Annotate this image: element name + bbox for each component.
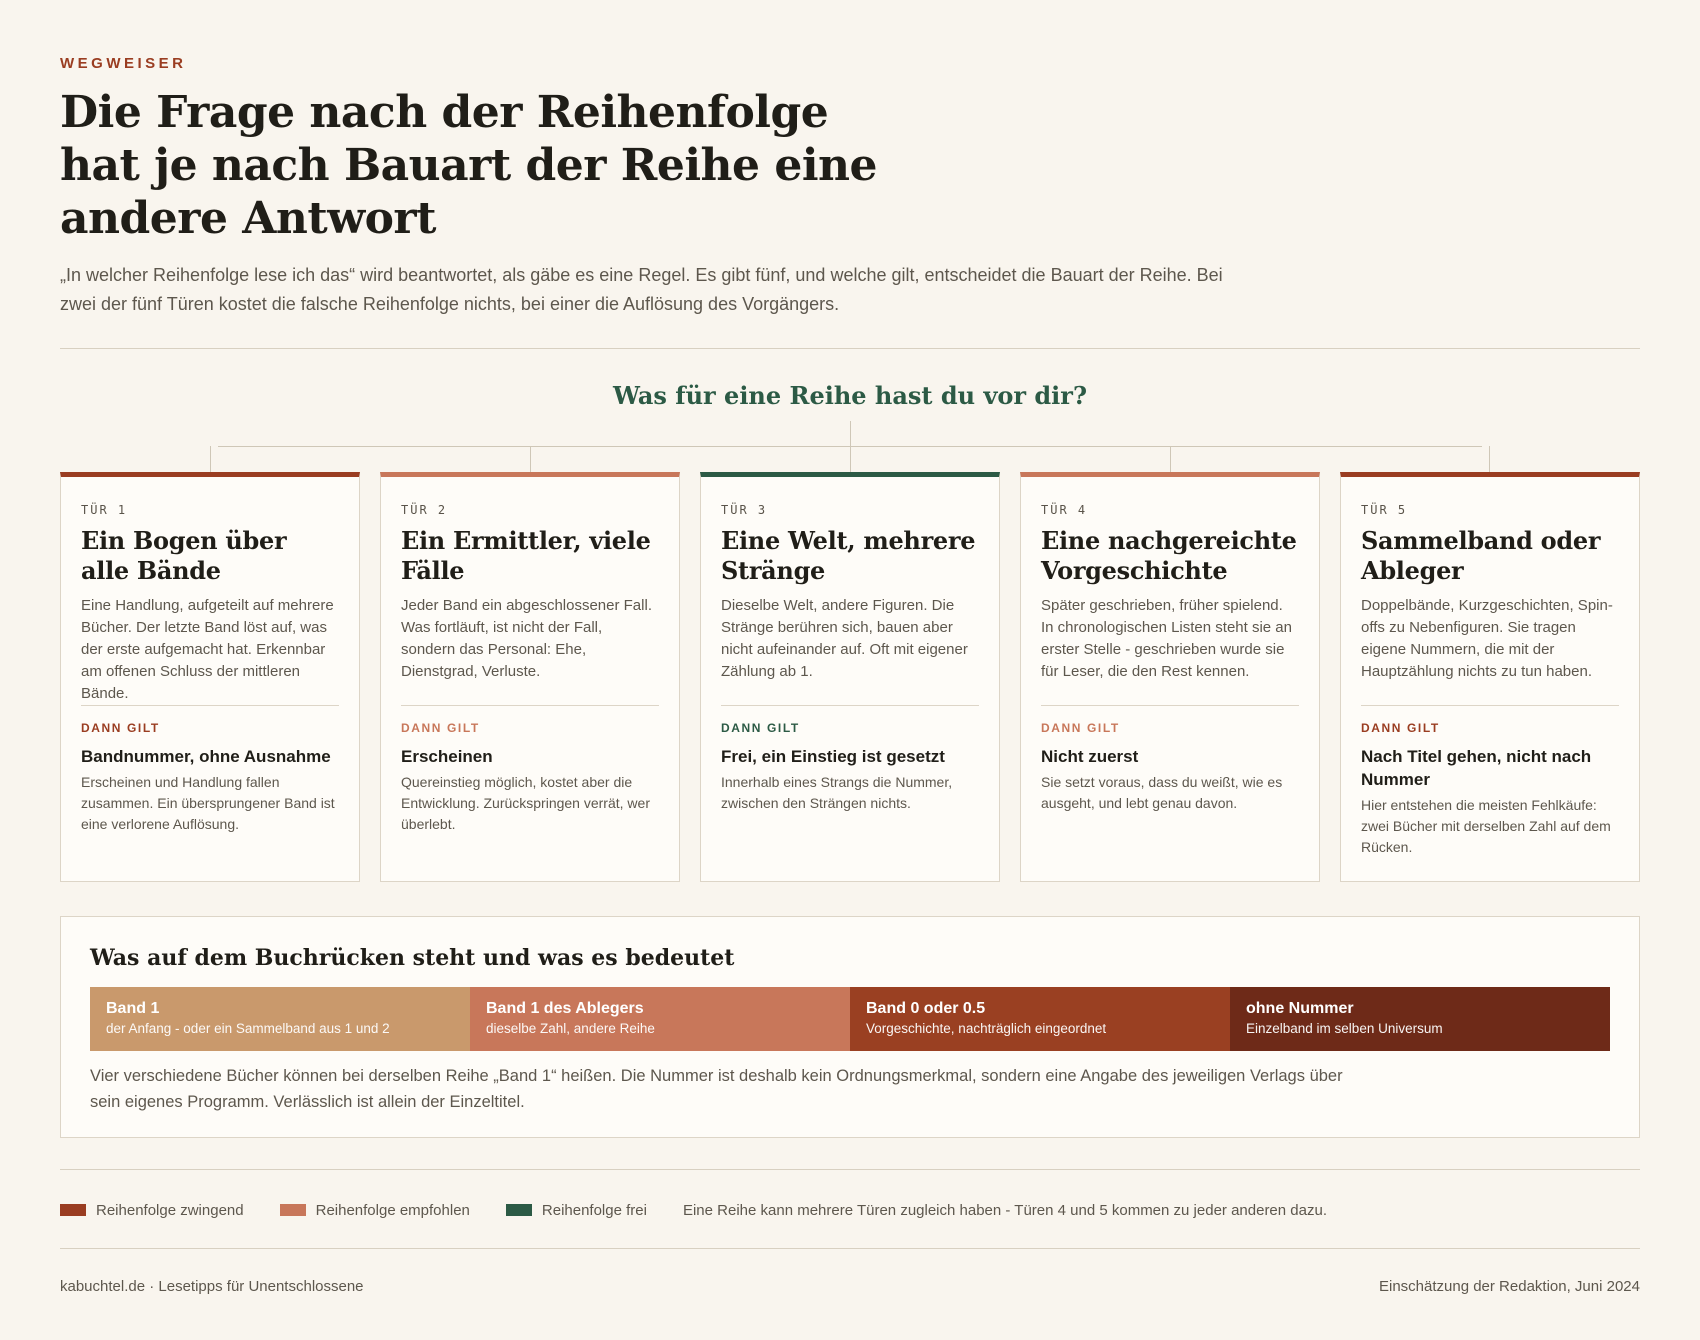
spine-panel xyxy=(60,916,1640,1138)
spine-note: Vier verschiedene Bücher können bei derselben Reihe „Band 1“ heißen. Die Nummer ist deshalb kein Ordnungsmerkmal, sondern eine Angabe des jeweiligen Verlags über sein eigenes Programm. Verlässlich ist allein der Einzeltitel. xyxy=(90,1067,1343,1111)
divider xyxy=(60,348,1640,349)
card-title: Eine nachgereichte Vorgeschichte xyxy=(1041,526,1297,585)
rule-label: DANN GILT xyxy=(1361,721,1440,735)
legend-item-empfohlen xyxy=(280,1202,470,1219)
legend-swatch xyxy=(280,1204,306,1216)
rule-note: Hier entstehen die meisten Fehlkäufe: zwei Bücher mit derselben Zahl auf dem Rücken. xyxy=(1361,797,1611,855)
card-number: TÜR 2 xyxy=(401,503,448,517)
card-divider xyxy=(1361,705,1619,706)
rule-title: Nicht zuerst xyxy=(1041,747,1139,766)
card-title: Ein Ermittler, viele Fälle xyxy=(401,526,651,585)
card-description: Eine Handlung, aufgeteilt auf mehrere Bücher. Der letzte Band löst auf, was der erste aufgemacht hat. Erkennbar am offenen Schluss der mittleren Bände. xyxy=(81,597,334,702)
rule-note: Erscheinen und Handlung fallen zusammen. Ein übersprungener Band ist eine verlorene Auflösung. xyxy=(81,774,335,832)
footer-credit: Einschätzung der Redaktion, Juni 2024 xyxy=(1378,1278,1640,1295)
legend xyxy=(60,1198,1327,1222)
segment-description: Vorgeschichte, nachträglich eingeordnet xyxy=(866,1021,1107,1036)
door-card-4 xyxy=(1020,472,1320,882)
rule-note: Sie setzt voraus, dass du weißt, wie es ausgeht, und lebt genau davon. xyxy=(1041,774,1283,811)
door-card-5 xyxy=(1340,472,1640,882)
segment-description: dieselbe Zahl, andere Reihe xyxy=(486,1021,655,1036)
rule-label: DANN GILT xyxy=(721,721,800,735)
segment-label: ohne Nummer xyxy=(1246,1000,1354,1017)
spine-segment-ableger xyxy=(470,987,850,1051)
footer-source: kabuchtel.de · Lesetipps für Unentschlossene xyxy=(60,1278,364,1295)
card-description: Dieselbe Welt, andere Figuren. Die Stränge berühren sich, bauen aber nicht aufeinander auf. Oft mit eigener Zählung ab 1. xyxy=(721,597,968,680)
card-number: TÜR 3 xyxy=(721,503,768,517)
rule-label: DANN GILT xyxy=(401,721,480,735)
legend-label: Reihenfolge zwingend xyxy=(96,1201,244,1219)
segment-label: Band 0 oder 0.5 xyxy=(866,1000,986,1017)
divider xyxy=(60,1248,1640,1249)
door-card-3 xyxy=(700,472,1000,882)
legend-note: Eine Reihe kann mehrere Türen zugleich haben - Türen 4 und 5 kommen zu jeder anderen dazu. xyxy=(682,1201,1327,1219)
card-description: Jeder Band ein abgeschlossener Fall. Was fortläuft, ist nicht der Fall, sondern das Personal: Ehe, Dienstgrad, Verluste. xyxy=(401,597,652,680)
legend-label: Reihenfolge empfohlen xyxy=(315,1201,470,1219)
legend-swatch xyxy=(60,1204,86,1216)
eyebrow: WEGWEISER xyxy=(60,55,187,72)
divider xyxy=(60,1169,1640,1170)
card-number: TÜR 5 xyxy=(1361,503,1408,517)
segment-description: Einzelband im selben Universum xyxy=(1246,1021,1443,1036)
spine-segment-ohne-nummer xyxy=(1230,987,1610,1051)
connector-drop-1 xyxy=(210,446,211,472)
card-number: TÜR 4 xyxy=(1041,503,1088,517)
diagram-question: Was für eine Reihe hast du vor dir? xyxy=(612,381,1088,410)
spine-bar xyxy=(90,987,1610,1051)
card-number: TÜR 1 xyxy=(81,503,128,517)
legend-swatch xyxy=(506,1204,532,1216)
rule-title: Erscheinen xyxy=(401,747,493,766)
connector-drop-5 xyxy=(1489,446,1490,472)
rule-title: Frei, ein Einstieg ist gesetzt xyxy=(721,747,945,766)
rule-note: Quereinstieg möglich, kostet aber die Entwicklung. Zurückspringen verrät, wer überlebt. xyxy=(401,774,650,832)
card-description: Doppelbände, Kurzgeschichten, Spin-offs zu Nebenfiguren. Sie tragen eigene Nummern, die mit der Hauptzählung nichts zu tun haben. xyxy=(1361,597,1613,680)
connector-drop-3 xyxy=(850,446,851,472)
rule-title: Nach Titel gehen, nicht nach Nummer xyxy=(1361,747,1592,789)
segment-description: der Anfang - oder ein Sammelband aus 1 und 2 xyxy=(106,1021,390,1036)
door-card-2 xyxy=(380,472,680,882)
card-divider xyxy=(401,705,659,706)
card-divider xyxy=(81,705,339,706)
rule-note: Innerhalb eines Strangs die Nummer, zwischen den Strängen nichts. xyxy=(721,774,953,811)
door-card-1 xyxy=(60,472,360,882)
legend-item-zwingend xyxy=(60,1202,244,1219)
card-title: Eine Welt, mehrere Stränge xyxy=(721,526,976,585)
card-title: Ein Bogen über alle Bände xyxy=(81,526,287,585)
segment-label: Band 1 des Ablegers xyxy=(486,1000,644,1017)
connector-trunk xyxy=(850,421,851,446)
rule-label: DANN GILT xyxy=(1041,721,1120,735)
connector-drop-2 xyxy=(530,446,531,472)
card-divider xyxy=(1041,705,1299,706)
rule-label: DANN GILT xyxy=(81,721,160,735)
spine-title: Was auf dem Buchrücken steht und was es bedeutet xyxy=(90,945,735,971)
page-title: Die Frage nach der Reihenfolge hat je nach Bauart der Reihe eine andere Antwort xyxy=(60,87,878,244)
rule-title: Bandnummer, ohne Ausnahme xyxy=(81,747,331,766)
lead-text: „In welcher Reihenfolge lese ich das“ wird beantwortet, als gäbe es eine Regel. Es gibt fünf, und welche gilt, entscheidet die Bauart der Reihe. Bei zwei der fünf Türen kostet die falsche Reihenfolge nichts, bei einer die Auflösung des Vorgängers. xyxy=(60,265,1223,314)
legend-item-frei xyxy=(506,1202,647,1219)
card-divider xyxy=(721,705,979,706)
card-description: Später geschrieben, früher spielend. In chronologischen Listen steht sie an erster Stelle - geschrieben wurde sie für Leser, die den Rest kennen. xyxy=(1041,597,1292,680)
spine-segment-band-1 xyxy=(90,987,470,1051)
segment-label: Band 1 xyxy=(106,1000,160,1017)
connector-drop-4 xyxy=(1170,446,1171,472)
spine-segment-band-0 xyxy=(850,987,1230,1051)
card-title: Sammelband oder Ableger xyxy=(1361,526,1601,585)
legend-label: Reihenfolge frei xyxy=(541,1201,647,1219)
